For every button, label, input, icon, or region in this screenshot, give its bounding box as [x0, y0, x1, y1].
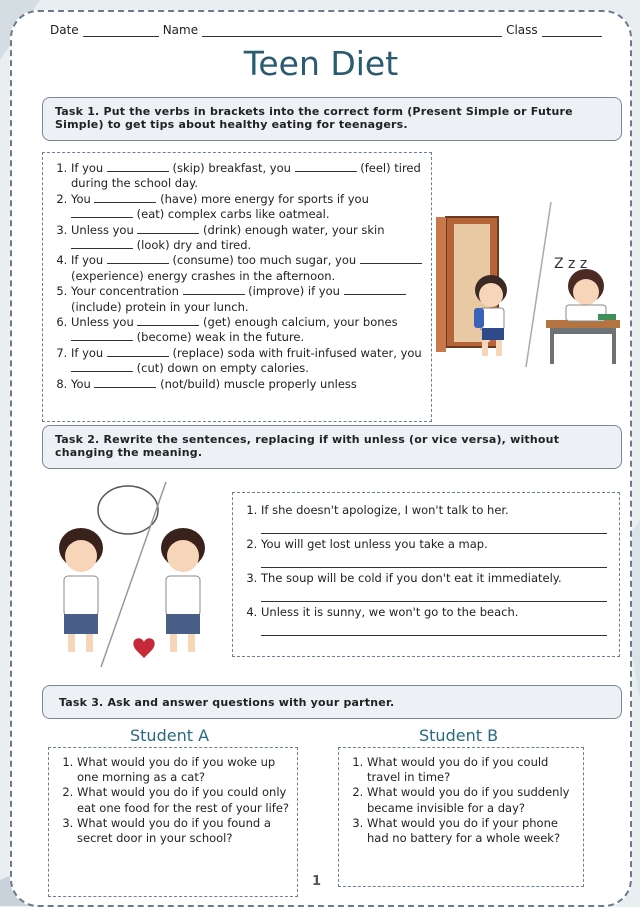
- answer-blank[interactable]: [137, 223, 199, 234]
- task2-instruction: Task 2. Rewrite the sentences, replacing if with unless (or vice versa), without changing the meaning.: [42, 425, 622, 469]
- answer-blank[interactable]: [71, 330, 133, 341]
- list-item: 1. What would you do if you could travel in time?: [367, 755, 577, 785]
- class-field[interactable]: [542, 26, 602, 37]
- answer-blank[interactable]: [295, 161, 357, 172]
- worksheet-page: [10, 10, 632, 907]
- header-row: [50, 23, 622, 37]
- student-b-box: [338, 747, 584, 887]
- list-item: 2. You (have) more energy for sports if you (eat) complex carbs like oatmeal.: [71, 192, 425, 223]
- date-label: Date: [50, 23, 79, 37]
- answer-line[interactable]: [261, 620, 607, 636]
- list-item: 3. What would you do if you found a secret door in your school?: [77, 816, 291, 846]
- list-item: 1. If you (skip) breakfast, you (feel) tired during the school day.: [71, 161, 425, 192]
- list-item: 8. You (not/build) muscle properly unless: [71, 377, 425, 392]
- answer-blank[interactable]: [183, 284, 245, 295]
- student-a-heading: Student A: [130, 726, 210, 745]
- class-label: Class: [506, 23, 538, 37]
- list-item: 1. If she doesn't apologize, I won't talk to her.: [261, 503, 611, 534]
- answer-line[interactable]: [261, 586, 607, 602]
- list-item: 2. What would you do if you could only eat one food for the rest of your life?: [77, 785, 291, 815]
- list-item: 3. The soup will be cold if you don't eat it immediately.: [261, 571, 611, 602]
- date-field[interactable]: [83, 26, 159, 37]
- name-field[interactable]: [202, 26, 502, 37]
- list-item: 3. What would you do if your phone had no battery for a whole week?: [367, 816, 577, 846]
- list-item: 7. If you (replace) soda with fruit-infused water, you (cut) down on empty calories.: [71, 346, 425, 377]
- arguing-girls-illustration: [36, 482, 232, 670]
- sleep-zzz: Z z z: [554, 256, 588, 272]
- list-item: 5. Your concentration (improve) if you (include) protein in your lunch.: [71, 284, 425, 315]
- answer-blank[interactable]: [137, 315, 199, 326]
- page-number: 1: [312, 874, 322, 889]
- answer-line[interactable]: [261, 518, 607, 534]
- student-a-questions: [49, 755, 291, 846]
- list-item: 2. You will get lost unless you take a map.: [261, 537, 611, 568]
- student-b-heading: Student B: [419, 726, 499, 745]
- list-item: 6. Unless you (get) enough calcium, your bones (become) weak in the future.: [71, 315, 425, 346]
- list-item: 3. Unless you (drink) enough water, your skin (look) dry and tired.: [71, 223, 425, 254]
- answer-blank[interactable]: [94, 377, 156, 388]
- answer-blank[interactable]: [344, 284, 406, 295]
- task3-instruction: Task 3. Ask and answer questions with your partner.: [42, 685, 622, 719]
- answer-blank[interactable]: [107, 161, 169, 172]
- sleepy-students-illustration: [436, 202, 626, 372]
- task1-instruction: Task 1. Put the verbs in brackets into the correct form (Present Simple or Future Simple) to get tips about healthy eating for teenagers.: [42, 97, 622, 141]
- list-item: 2. What would you do if you suddenly became invisible for a day?: [367, 785, 577, 815]
- answer-blank[interactable]: [71, 238, 133, 249]
- answer-blank[interactable]: [71, 361, 133, 372]
- task2-list: [233, 503, 611, 636]
- student-b-questions: [339, 755, 577, 846]
- task1-list: [43, 161, 425, 392]
- list-item: 1. What would you do if you woke up one morning as a cat?: [77, 755, 291, 785]
- answer-blank[interactable]: [360, 253, 422, 264]
- answer-blank[interactable]: [107, 253, 169, 264]
- answer-blank[interactable]: [94, 192, 156, 203]
- answer-blank[interactable]: [71, 207, 133, 218]
- answer-line[interactable]: [261, 552, 607, 568]
- task2-box: [232, 492, 620, 657]
- answer-blank[interactable]: [107, 346, 169, 357]
- page-title: Teen Diet: [243, 44, 399, 83]
- list-item: 4. If you (consume) too much sugar, you (experience) energy crashes in the afternoon.: [71, 253, 425, 284]
- list-item: 4. Unless it is sunny, we won't go to the beach.: [261, 605, 611, 636]
- student-a-box: [48, 747, 298, 897]
- task1-box: [42, 152, 432, 422]
- name-label: Name: [162, 23, 199, 37]
